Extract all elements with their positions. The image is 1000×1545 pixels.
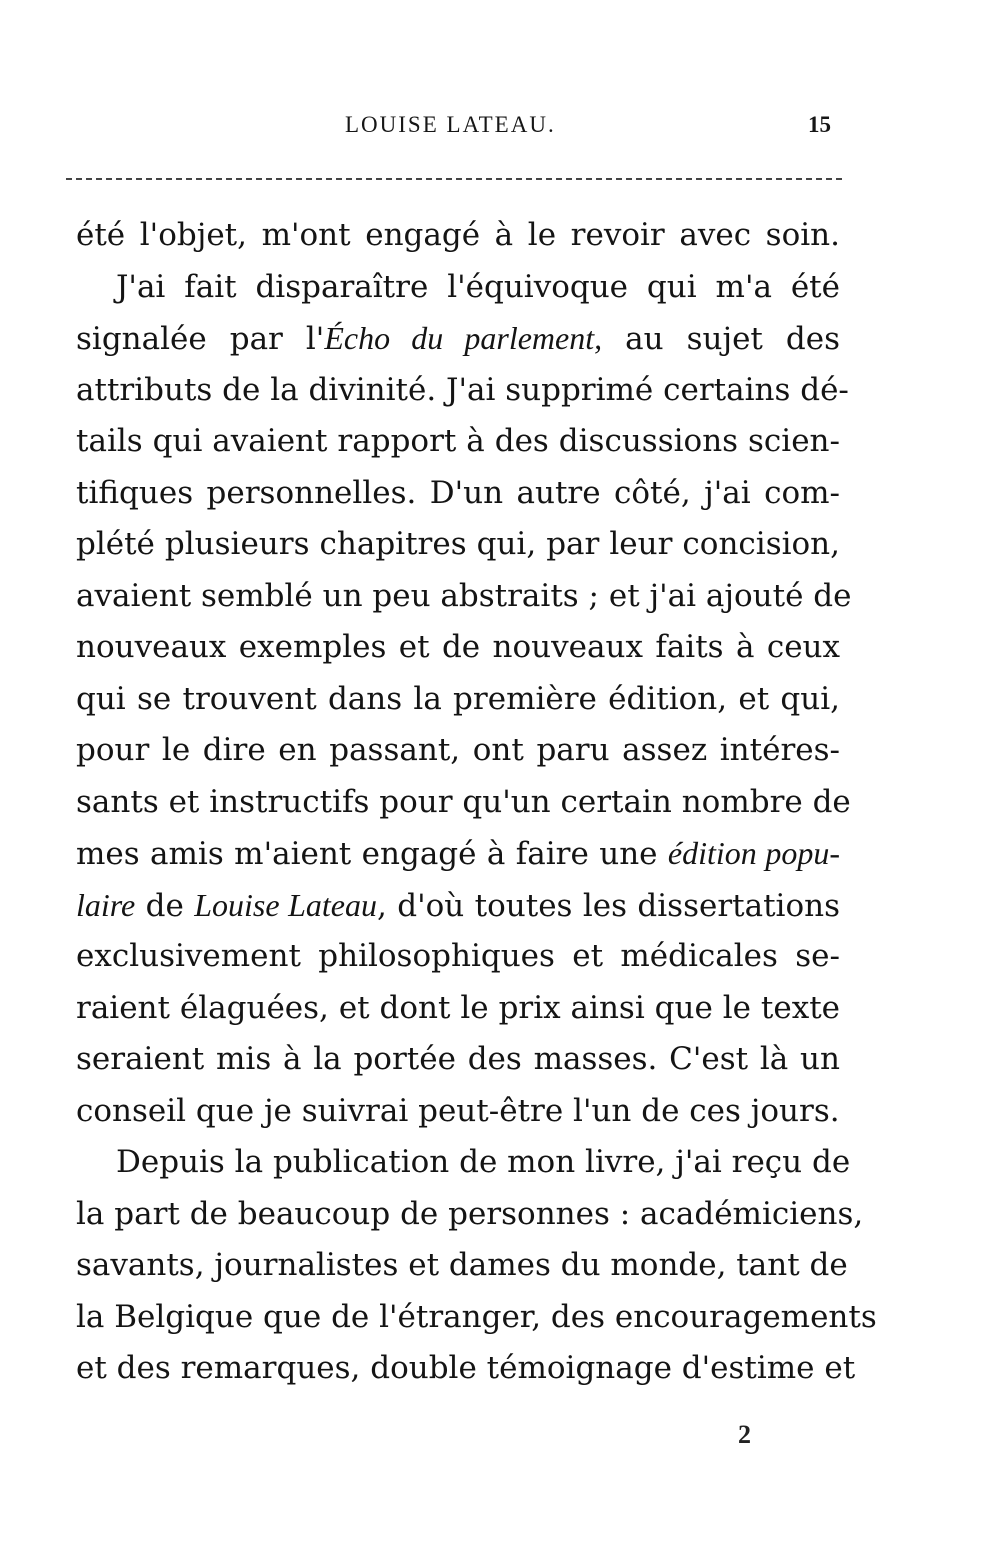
- text-line: savants, journalistes et dames du monde, tant de: [76, 1247, 848, 1283]
- text-line: tifiques personnelles. D'un autre côté, j'ai com-: [76, 474, 840, 511]
- text-line: [76, 313, 840, 365]
- italic-phrase: édition popu-: [667, 835, 841, 871]
- text-line: seraient mis à la portée des masses. C'est là un: [76, 1041, 840, 1077]
- signature-mark: 2: [738, 1420, 751, 1449]
- text-run: signalée par l': [76, 321, 325, 357]
- text-line: la Belgique que de l'étranger, des encouragements: [76, 1298, 877, 1335]
- italic-title: Louise Lateau: [194, 886, 378, 923]
- text-line: avaient semblé un peu abstraits ; et j'ai ajouté de: [76, 577, 852, 614]
- text-run: , d'où toutes les dissertations: [377, 887, 840, 924]
- text-line: pour le dire en passant, ont paru assez intéres-: [76, 732, 840, 768]
- text-run: de: [135, 887, 195, 924]
- text-line: raient élaguées, et dont le prix ainsi que le texte: [76, 989, 840, 1026]
- text-line: conseil que je suivrai peut-être l'un de ces jours.: [76, 1092, 840, 1129]
- text-line: exclusivement philosophiques et médicales se-: [76, 938, 840, 974]
- text-line: la part de beaucoup de personnes : académiciens,: [76, 1195, 864, 1232]
- text-run: au sujet des: [602, 321, 840, 357]
- text-line: J'ai fait disparaître l'équivoque qui m'a été: [116, 268, 840, 305]
- text-line: nouveaux exemples et de nouveaux faits à ceux: [76, 629, 840, 665]
- text-line: sants et instructifs pour qu'un certain nombre de: [76, 783, 851, 820]
- text-line: Depuis la publication de mon livre, j'ai reçu de: [116, 1144, 851, 1180]
- italic-title: Écho du parlement,: [324, 320, 603, 356]
- running-title: LOUISE LATEAU.: [345, 112, 556, 137]
- text-line: attributs de la divinité. J'ai supprimé certains dé-: [76, 371, 849, 408]
- text-line: et des remarques, double témoignage d'estime et: [76, 1350, 856, 1386]
- running-head: [0, 112, 1000, 146]
- text-line: [76, 828, 840, 880]
- page-number: 15: [808, 112, 831, 137]
- text-run: mes amis m'aient engagé à faire une: [76, 836, 668, 872]
- text-line: qui se trouvent dans la première édition, et qui,: [76, 680, 840, 717]
- header-rule: [66, 178, 842, 180]
- text-line: été l'objet, m'ont engagé à le revoir avec soin.: [76, 217, 840, 253]
- italic-phrase: laire: [76, 886, 136, 923]
- text-line: [76, 880, 840, 932]
- text-line: plété plusieurs chapitres qui, par leur concision,: [76, 526, 840, 562]
- body-text: [76, 210, 877, 1395]
- text-line: tails qui avaient rapport à des discussions scien-: [76, 423, 840, 459]
